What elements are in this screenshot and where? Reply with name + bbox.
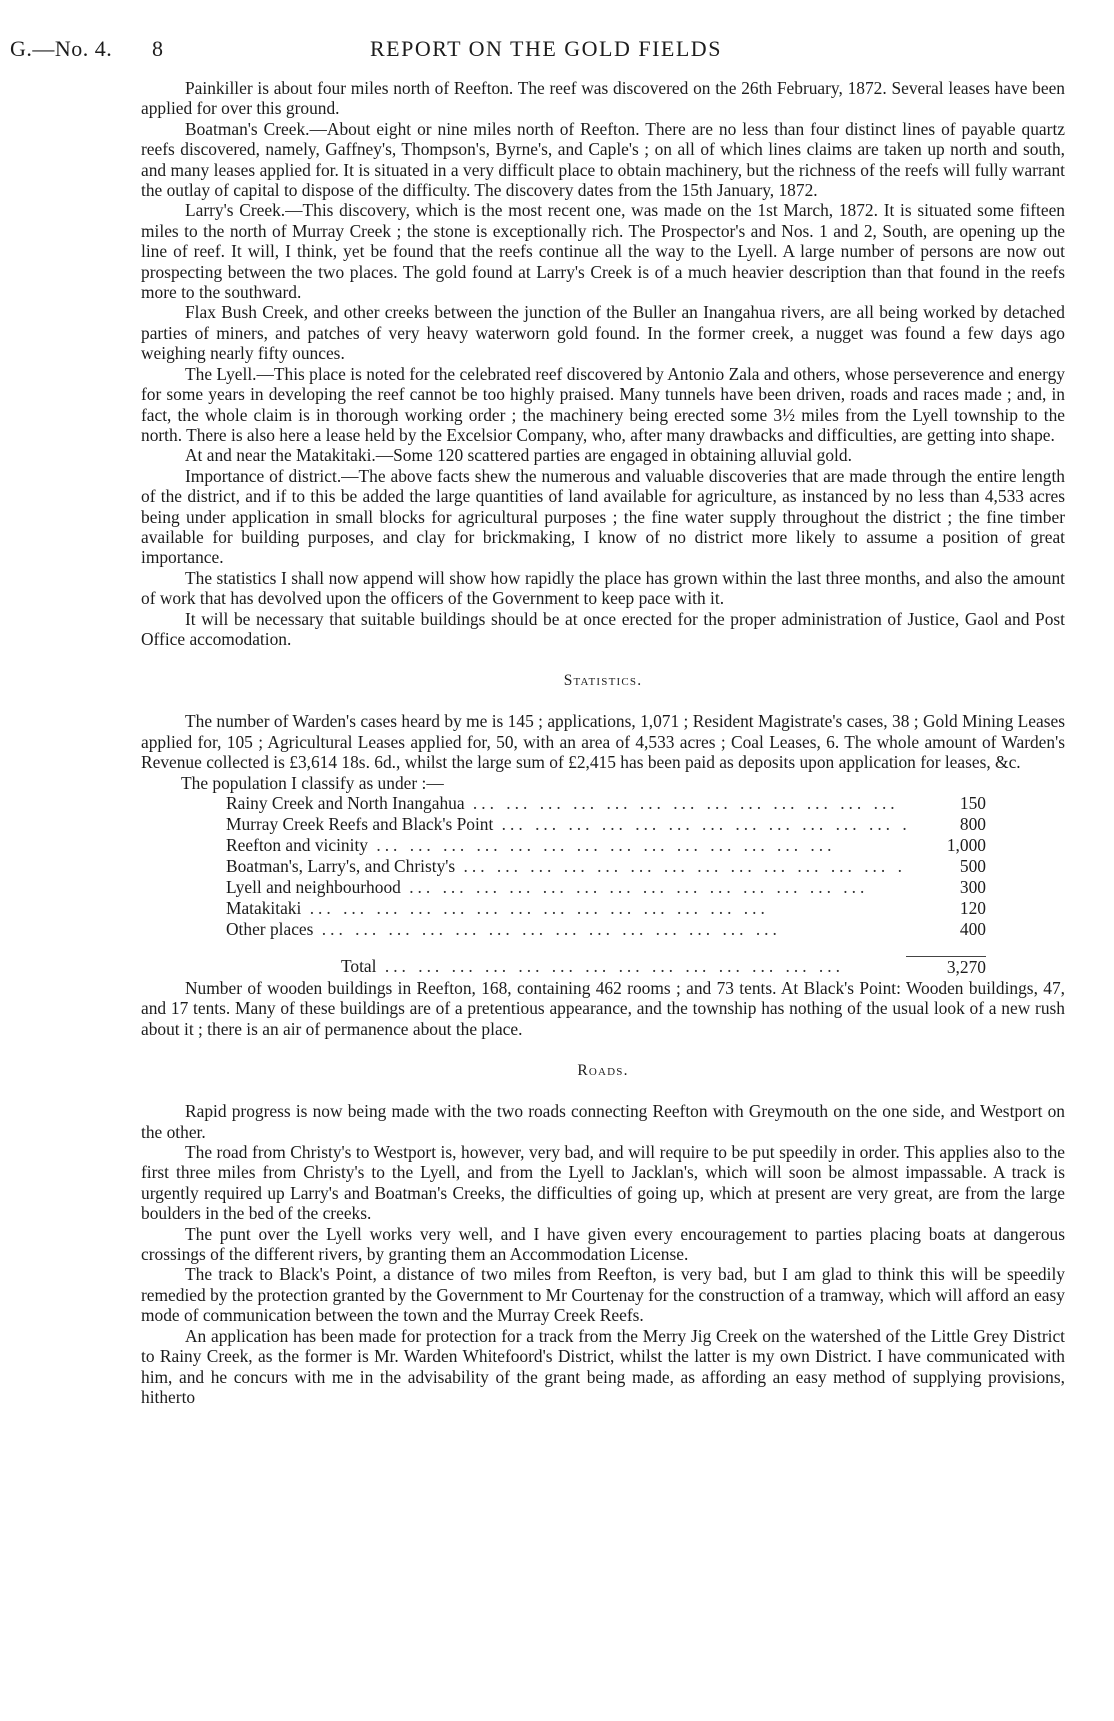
population-row	[226, 856, 986, 877]
population-place: Reefton and vicinity ... .	[226, 835, 906, 856]
paragraph-merry-jig-track: An application has been made for protection for a track from the Merry Jig Creek on the watershed of the Little Grey District to Rainy Creek, as the former is Mr. Warden Whitefoord's District, whilst the latter is my own District. I have communicated with him, and he concurs with me in the advisability of the grant being made, as affording an easy method of supplying provisions, hitherto	[141, 1325, 1065, 1407]
population-place: Boatman's, Larry's, and Christy's ... .	[226, 856, 906, 877]
population-count: 300	[959, 877, 986, 897]
population-row	[226, 919, 986, 940]
paragraph-boatmans-creek: Boatman's Creek.—About eight or nine miles north of Reefton. There are no less than four distinct lines of payable quartz reefs discovered, namely, Gaffney's, Thompson's, Byrne's, and Caple's ; on all of which lines claims are taken up north and south, and many leases applied for. It is situated in a very difficult place to obtain machinery, but the richness of the reefs will fully warrant the outlay of capital to dispose of the difficulty. The discovery dates from the 15th January, 1872.	[141, 118, 1065, 201]
population-count: 120	[959, 898, 986, 918]
population-total-row	[226, 956, 986, 978]
page-number: 8	[152, 36, 164, 61]
population-row	[226, 835, 986, 856]
statistics-intro: The number of Warden's cases heard by me is 145 ; applications, 1,071 ; Resident Magistrate's cases, 38 ; Gold Mining Leases applied for, 105 ; Agricultural Leases applied for, 50, with an area of 4,533 acres ; Coal Leases, 6. The whole amount of Warden's Revenue collected is £3,614 18s. 6d., whilst the large sum of £2,415 has been paid as deposits upon application for leases, &c.	[141, 711, 1065, 773]
statistics-heading: Statistics.	[563, 672, 643, 690]
paragraph-matakitaki: At and near the Matakitaki.—Some 120 scattered parties are engaged in obtaining alluvial gold.	[185, 445, 852, 466]
population-count: 500	[959, 856, 986, 876]
paragraph-painkiller: Painkiller is about four miles north of Reefton. The reef was discovered on the 26th February, 1872. Several leases have been applied for over this ground.	[141, 78, 1065, 119]
running-title: REPORT ON THE GOLD FIELDS	[370, 36, 722, 61]
population-count: 150	[959, 793, 986, 813]
roads-heading: Roads.	[577, 1062, 629, 1080]
population-count: 1,000	[946, 835, 986, 855]
paragraph-lyell-punt: The punt over the Lyell works very well, and I have given every encouragement to parties placing boats at dangerous crossings of the different rivers, by granting them an Accommodation License.	[141, 1223, 1065, 1265]
population-intro: The population I classify as under :—	[181, 772, 444, 793]
paragraph-roads-progress: Rapid progress is now being made with the two roads connecting Reefton with Greymouth on the one side, and Westport on the other.	[141, 1101, 1065, 1142]
population-count: 400	[959, 919, 986, 939]
paragraph-the-lyell: The Lyell.—This place is noted for the celebrated reef discovered by Antonio Zala and others, whose perseverence and energy for some years in developing the reef cannot be too highly praised. Many tunnels have been driven, roads and races made ; and, in fact, the whole claim is in thorough working order ; the machinery being erected some 3½ miles from the Lyell township to the north. There is also here a lease held by the Excelsior Company, who, after many drawbacks and difficulties, are getting into shape.	[141, 363, 1065, 445]
population-row	[226, 793, 986, 814]
paragraph-buildings-needed: It will be necessary that suitable buildings should be at once erected for the proper administration of Justice, Gaol and Post Office accomodation.	[141, 608, 1065, 649]
paragraph-blacks-point-track: The track to Black's Point, a distance of two miles from Reefton, is very bad, but I am glad to think this will be speedily remedied by the protection granted by the Government to Mr Courtenay for the construction of a tramway, which will afford an easy mode of communication between the town and the Murray Creek Reefs.	[141, 1264, 1065, 1326]
population-row	[226, 877, 986, 898]
population-place: Rainy Creek and North Inangahua ... .	[226, 793, 906, 814]
population-row	[226, 898, 986, 919]
paragraph-larrys-creek: Larry's Creek.—This discovery, which is the most recent one, was made on the 1st March, 1872. It is situated some fifteen miles to the north of Murray Creek ; the stone is exceptionally rich. The Prospector's and Nos. 1 and 2, South, are opening up the line of reef. It will, I think, yet be found that the reefs continue all the way to the Lyell. A large number of persons are now out prospecting between the two places. The gold found at Larry's Creek is of a much heavier description than that found in the reefs more to the southward.	[141, 200, 1065, 303]
population-total-label: Total ... .	[226, 956, 906, 978]
paragraph-christys-road: The road from Christy's to Westport is, however, very bad, and will require to be put speedily in order. This applies also to the first three miles from Christy's to the Lyell, and from the Lyell to Jacklan's, which will soon be almost impassable. A track is urgently required up Larry's and Boatman's Creeks, the difficulties of going up, which at present are very great, are from the large boulders in the bed of the creeks.	[141, 1142, 1065, 1224]
paragraph-flax-bush-creek: Flax Bush Creek, and other creeks between the junction of the Buller an Inangahua rivers, are all being worked by detached parties of miners, and patches of very heavy waterworn gold found. In the former creek, a nugget was found a few days ago weighing nearly fifty ounces.	[141, 302, 1065, 364]
document-reference: G.—No. 4.	[10, 36, 113, 61]
population-count: 800	[959, 814, 986, 834]
page-header	[10, 36, 1074, 64]
report-body	[141, 78, 1065, 1407]
paragraph-statistics-append: The statistics I shall now append will show how rapidly the place has grown within the last three months, and also the amount of work that has devolved upon the officers of the Government to keep pace with it.	[141, 567, 1065, 609]
population-place: Other places ... .	[226, 919, 906, 940]
population-place: Murray Creek Reefs and Black's Point ... .	[226, 814, 906, 835]
population-place: Lyell and neighbourhood ... .	[226, 877, 906, 898]
paragraph-importance: Importance of district.—The above facts shew the numerous and valuable discoveries that are made through the entire length of the district, and if to this be added the large quantities of land available for agriculture, as instanced by no less than 4,533 acres being under application in small blocks for agricultural purposes ; the fine water supply throughout the district ; the fine timber available for building purposes, and clay for brickmaking, I know of no district more likely to assume a position of great importance.	[141, 465, 1065, 568]
paragraph-wooden-buildings: Number of wooden buildings in Reefton, 168, containing 462 rooms ; and 73 tents. At Black's Point: Wooden buildings, 47, and 17 tents. Many of these buildings are of a pretentious appearance, and the township has nothing of the usual look of a new rush about it ; there is an air of permanence about the place.	[141, 978, 1065, 1039]
population-total-count: 3,270	[906, 956, 986, 978]
population-row	[226, 814, 986, 835]
population-table	[226, 793, 986, 978]
population-place: Matakitaki ... .	[226, 898, 906, 919]
